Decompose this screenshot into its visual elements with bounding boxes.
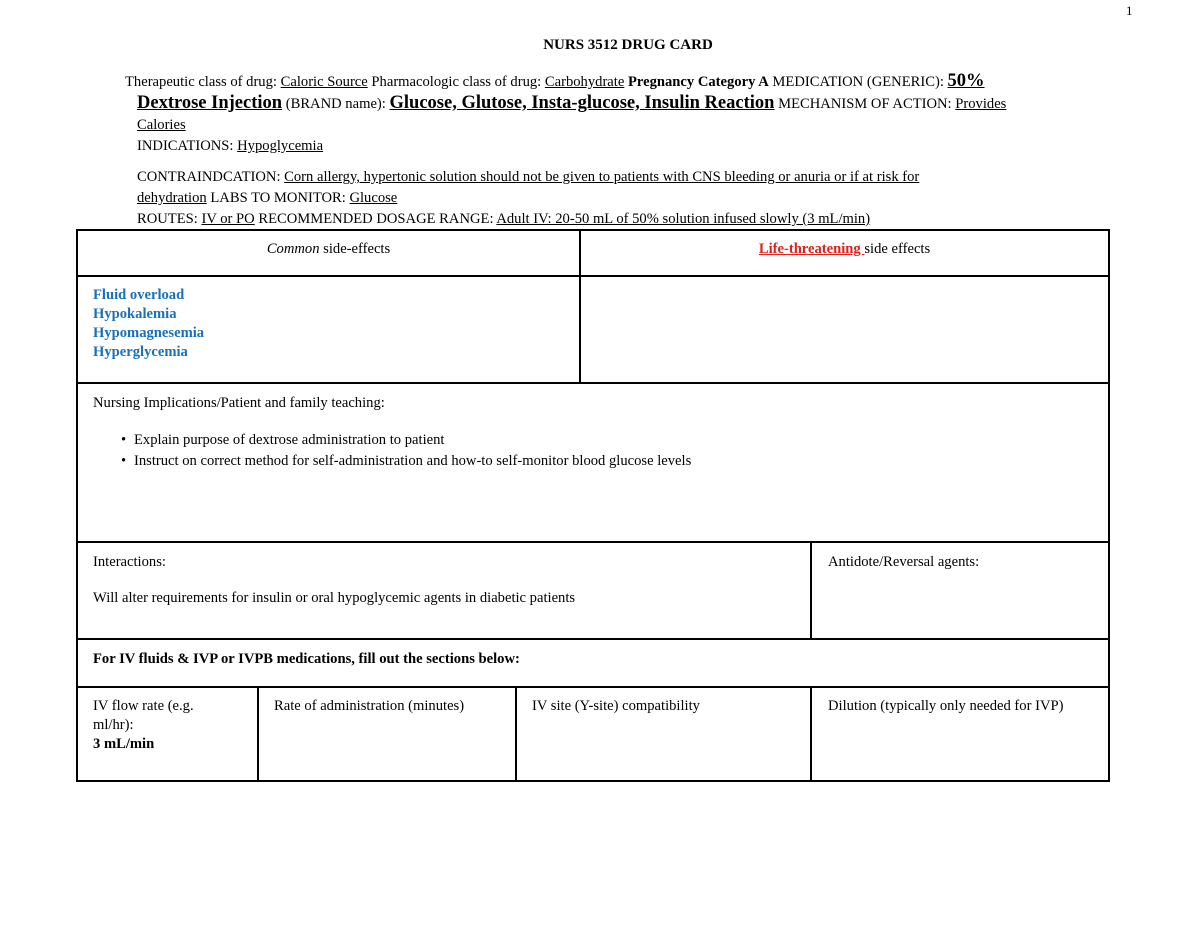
- pregnancy-category: Pregnancy Category A: [627, 74, 769, 90]
- labs-label: LABS TO MONITOR:: [210, 190, 346, 206]
- list-item: Hypomagnesemia: [93, 325, 205, 341]
- common-side-effects-header: [78, 240, 579, 259]
- compat-label: IV site (Y-site) compatibility: [532, 698, 700, 714]
- flow-rate-label-2: ml/hr):: [93, 717, 134, 733]
- row-divider: [76, 275, 1110, 277]
- common-header-rest: side-effects: [319, 241, 391, 257]
- header-row-6: [125, 188, 1117, 209]
- nursing-implications-section: [93, 394, 1093, 472]
- page-number: 1: [1126, 3, 1133, 18]
- medication-value-2: Dextrose Injection: [137, 93, 283, 113]
- flow-rate-value: 3 mL/min: [93, 736, 155, 752]
- iv-section-header: [93, 650, 1093, 669]
- routes-value: IV or PO: [201, 211, 255, 227]
- contraindication-label: CONTRAINDCATION:: [137, 169, 281, 185]
- contraindication-value-1: Corn allergy, hypertonic solution should not be given to patients with CNS bleeding or anuria or if at risk for: [284, 169, 920, 185]
- dosage-value: Adult IV: 20-50 mL of 50% solution infused slowly (3 mL/min): [496, 211, 871, 227]
- header-row-2: [125, 93, 1117, 115]
- list-item: Hypokalemia: [93, 306, 177, 322]
- iv-flow-rate-cell: [93, 697, 253, 754]
- life-threatening-side-effects-header: [581, 240, 1108, 259]
- iv-header-text: For IV fluids & IVP or IVPB medications, fill out the sections below:: [93, 651, 520, 667]
- medication-value-1: 50%: [947, 71, 985, 91]
- list-item: Hyperglycemia: [93, 344, 188, 360]
- header-row-4: [125, 136, 1117, 157]
- dosage-label: RECOMMENDED DOSAGE RANGE:: [258, 211, 494, 227]
- col-divider: [515, 686, 517, 782]
- interactions-text: Will alter requirements for insulin or oral hypoglycemic agents in diabetic patients: [93, 590, 576, 606]
- drug-header-info: [125, 71, 1117, 230]
- nursing-list: [93, 430, 1093, 472]
- list-item: • Instruct on correct method for self-administration and how-to self-monitor blood glucose levels: [134, 451, 1093, 472]
- iv-site-compatibility-cell: [532, 697, 807, 716]
- life-threatening-label: Life-threatening: [758, 241, 865, 257]
- indications-label: INDICATIONS:: [137, 138, 234, 154]
- row-divider: [76, 382, 1110, 384]
- col-divider: [257, 686, 259, 782]
- common-header-em: Common: [266, 241, 320, 257]
- col-divider: [810, 541, 812, 640]
- row-divider: [76, 541, 1110, 543]
- row-divider: [76, 686, 1110, 688]
- mechanism-value-1: Provides: [955, 96, 1007, 112]
- flow-rate-label-1: IV flow rate (e.g.: [93, 698, 194, 714]
- antidote-label: Antidote/Reversal agents:: [828, 554, 980, 570]
- antidote-section: [828, 553, 1098, 572]
- nursing-label: Nursing Implications/Patient and family teaching:: [93, 395, 385, 411]
- rate-of-administration-cell: [274, 697, 512, 716]
- mechanism-label: MECHANISM OF ACTION:: [778, 96, 952, 112]
- dilution-cell: [828, 697, 1108, 716]
- therapeutic-value: Caloric Source: [280, 74, 368, 90]
- row-divider: [76, 638, 1110, 640]
- therapeutic-label: Therapeutic class of drug:: [125, 74, 277, 90]
- interactions-section: [93, 553, 793, 608]
- medication-label: MEDICATION (GENERIC):: [772, 74, 944, 90]
- list-item: Fluid overload: [93, 287, 185, 303]
- dilution-label: Dilution (typically only needed for IVP): [828, 698, 1064, 714]
- interactions-label: Interactions:: [93, 554, 166, 570]
- indications-value: Hypoglycemia: [237, 138, 324, 154]
- mechanism-value-2: Calories: [137, 117, 186, 133]
- life-header-rest: side effects: [864, 241, 931, 257]
- header-row-3: [125, 115, 1117, 136]
- col-divider: [810, 686, 812, 782]
- page-title: NURS 3512 DRUG CARD: [543, 37, 713, 53]
- brand-value: Glucose, Glutose, Insta-glucose, Insulin Reaction: [389, 93, 775, 113]
- contraindication-value-2: dehydration: [137, 190, 207, 206]
- rate-admin-label: Rate of administration (minutes): [274, 698, 465, 714]
- brand-label: (BRAND name):: [285, 96, 386, 112]
- routes-label: ROUTES:: [137, 211, 198, 227]
- list-item: • Explain purpose of dextrose administration to patient: [134, 430, 1093, 451]
- pharmacologic-label: Pharmacologic class of drug:: [371, 74, 542, 90]
- common-side-effects-list: [93, 286, 204, 362]
- labs-value: Glucose: [349, 190, 398, 206]
- pharmacologic-value: Carbohydrate: [544, 74, 625, 90]
- header-row-5: [125, 167, 1117, 188]
- header-row-7: [125, 209, 1117, 230]
- header-row-1: [125, 71, 1117, 93]
